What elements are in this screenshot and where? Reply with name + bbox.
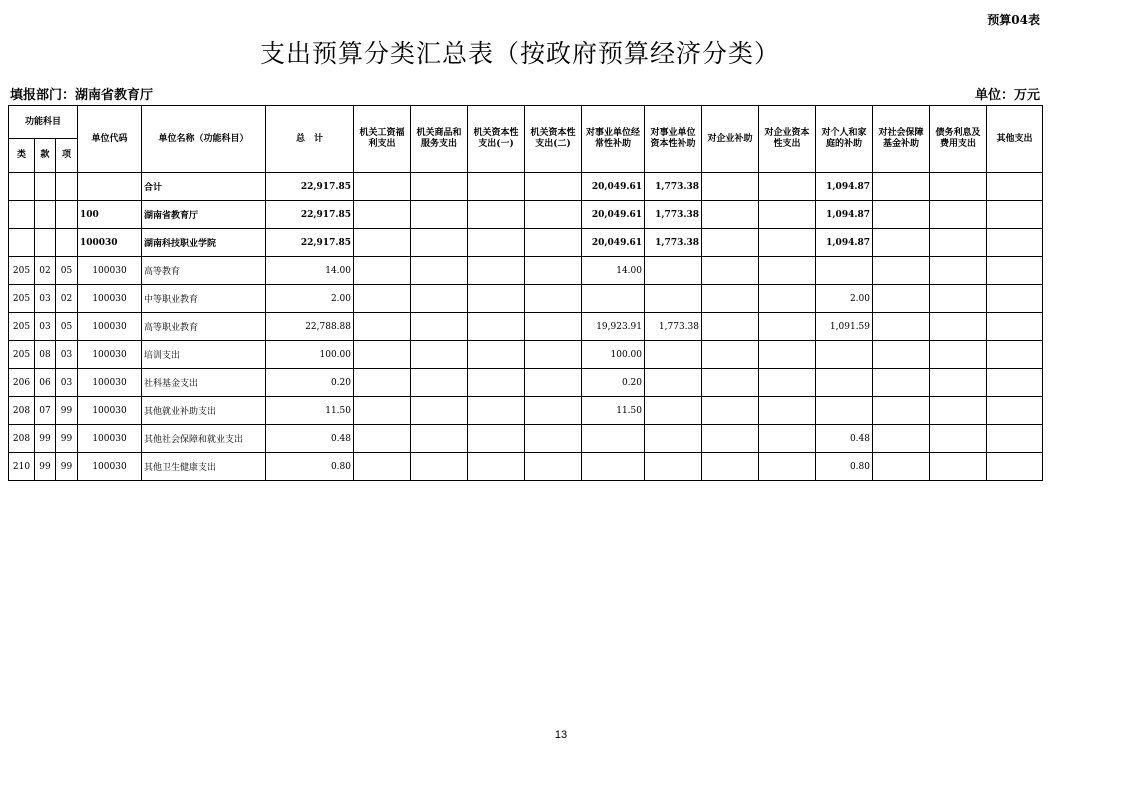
cell-c6: 1,773.38 — [645, 173, 702, 201]
cell-c11 — [930, 201, 987, 229]
cell-code: 100030 — [78, 313, 142, 341]
cell-c11 — [930, 425, 987, 453]
cell-c9: 2.00 — [816, 285, 873, 313]
cell-c2 — [411, 229, 468, 257]
header-lei: 类 — [9, 139, 35, 173]
cell-kuan: 99 — [35, 425, 56, 453]
cell-c10 — [873, 341, 930, 369]
cell-c7 — [702, 229, 759, 257]
cell-lei: 208 — [9, 397, 35, 425]
header-col7: 对企业补助 — [702, 106, 759, 173]
cell-c11 — [930, 285, 987, 313]
cell-c3 — [468, 425, 525, 453]
cell-c8 — [759, 201, 816, 229]
cell-xiang — [56, 229, 78, 257]
cell-xiang: 99 — [56, 397, 78, 425]
cell-c10 — [873, 257, 930, 285]
cell-lei — [9, 173, 35, 201]
cell-c11 — [930, 257, 987, 285]
cell-c9 — [816, 397, 873, 425]
cell-code: 100 — [78, 201, 142, 229]
cell-c1 — [354, 453, 411, 481]
cell-c2 — [411, 201, 468, 229]
form-code: 预算04表 — [987, 13, 1040, 27]
table-row — [9, 369, 1043, 397]
cell-c4 — [525, 453, 582, 481]
cell-c4 — [525, 369, 582, 397]
cell-c8 — [759, 229, 816, 257]
cell-c8 — [759, 313, 816, 341]
cell-c1 — [354, 313, 411, 341]
cell-name: 合计 — [142, 173, 266, 201]
cell-lei: 205 — [9, 341, 35, 369]
cell-kuan: 02 — [35, 257, 56, 285]
cell-c5 — [582, 425, 645, 453]
cell-c6 — [645, 369, 702, 397]
cell-c6: 1,773.38 — [645, 201, 702, 229]
cell-c3 — [468, 201, 525, 229]
cell-c7 — [702, 257, 759, 285]
cell-c12 — [987, 341, 1043, 369]
cell-c12 — [987, 425, 1043, 453]
cell-c6: 1,773.38 — [645, 313, 702, 341]
cell-c11 — [930, 369, 987, 397]
cell-c1 — [354, 257, 411, 285]
cell-c5: 100.00 — [582, 341, 645, 369]
cell-c2 — [411, 425, 468, 453]
cell-c3 — [468, 257, 525, 285]
header-col11: 债务利息及费用支出 — [930, 106, 987, 173]
table-row — [9, 313, 1043, 341]
cell-lei — [9, 201, 35, 229]
cell-c2 — [411, 453, 468, 481]
cell-c5: 11.50 — [582, 397, 645, 425]
cell-code: 100030 — [78, 397, 142, 425]
cell-c12 — [987, 313, 1043, 341]
page-title: 支出预算分类汇总表（按政府预算经济分类） — [259, 39, 780, 68]
cell-c2 — [411, 285, 468, 313]
cell-c6 — [645, 257, 702, 285]
header-col12: 其他支出 — [987, 106, 1043, 173]
header-col4: 机关资本性支出(二) — [525, 106, 582, 173]
header-total: 总 计 — [266, 106, 354, 173]
fill-department: 填报部门：湖南省教育厅 — [10, 88, 154, 103]
cell-c6 — [645, 425, 702, 453]
cell-c5: 20,049.61 — [582, 229, 645, 257]
header-col2: 机关商品和服务支出 — [411, 106, 468, 173]
cell-c6: 1,773.38 — [645, 229, 702, 257]
cell-total: 2.00 — [266, 285, 354, 313]
cell-c11 — [930, 313, 987, 341]
cell-code: 100030 — [78, 341, 142, 369]
cell-c9 — [816, 369, 873, 397]
cell-xiang: 05 — [56, 257, 78, 285]
cell-c4 — [525, 257, 582, 285]
table-row — [9, 285, 1043, 313]
header-col1: 机关工资福利支出 — [354, 106, 411, 173]
cell-c5 — [582, 285, 645, 313]
cell-c7 — [702, 425, 759, 453]
header-xiang: 项 — [56, 139, 78, 173]
cell-c5 — [582, 453, 645, 481]
header-col8: 对企业资本性支出 — [759, 106, 816, 173]
cell-c12 — [987, 285, 1043, 313]
cell-c9: 0.80 — [816, 453, 873, 481]
cell-code: 100030 — [78, 257, 142, 285]
cell-c3 — [468, 285, 525, 313]
cell-kuan — [35, 173, 56, 201]
cell-c1 — [354, 425, 411, 453]
cell-kuan: 03 — [35, 285, 56, 313]
cell-c6 — [645, 453, 702, 481]
cell-c10 — [873, 173, 930, 201]
table-row — [9, 341, 1043, 369]
cell-code: 100030 — [78, 425, 142, 453]
cell-code: 100030 — [78, 285, 142, 313]
cell-name: 其他社会保障和就业支出 — [142, 425, 266, 453]
cell-c12 — [987, 229, 1043, 257]
cell-c10 — [873, 285, 930, 313]
cell-code: 100030 — [78, 229, 142, 257]
cell-total: 22,788.88 — [266, 313, 354, 341]
cell-xiang — [56, 201, 78, 229]
cell-c1 — [354, 341, 411, 369]
cell-c7 — [702, 313, 759, 341]
cell-c12 — [987, 453, 1043, 481]
cell-c9: 1,094.87 — [816, 229, 873, 257]
cell-name: 高等职业教育 — [142, 313, 266, 341]
cell-total: 0.80 — [266, 453, 354, 481]
cell-xiang: 03 — [56, 369, 78, 397]
cell-c5: 20,049.61 — [582, 173, 645, 201]
cell-c8 — [759, 453, 816, 481]
table-row-department — [9, 201, 1043, 229]
cell-code: 100030 — [78, 369, 142, 397]
cell-c4 — [525, 201, 582, 229]
header-unit-code: 单位代码 — [78, 106, 142, 173]
cell-c5: 0.20 — [582, 369, 645, 397]
cell-c9 — [816, 257, 873, 285]
cell-kuan — [35, 201, 56, 229]
header-kuan: 款 — [35, 139, 56, 173]
header-col3: 机关资本性支出(一) — [468, 106, 525, 173]
cell-total: 14.00 — [266, 257, 354, 285]
cell-name: 其他就业补助支出 — [142, 397, 266, 425]
cell-name: 高等教育 — [142, 257, 266, 285]
cell-c8 — [759, 173, 816, 201]
cell-c3 — [468, 173, 525, 201]
table-row — [9, 425, 1043, 453]
cell-c12 — [987, 369, 1043, 397]
cell-c1 — [354, 201, 411, 229]
header-col9: 对个人和家庭的补助 — [816, 106, 873, 173]
cell-total: 22,917.85 — [266, 201, 354, 229]
cell-c10 — [873, 313, 930, 341]
cell-c11 — [930, 173, 987, 201]
cell-c7 — [702, 453, 759, 481]
cell-c8 — [759, 341, 816, 369]
cell-xiang: 02 — [56, 285, 78, 313]
cell-total: 11.50 — [266, 397, 354, 425]
cell-c1 — [354, 173, 411, 201]
cell-lei: 205 — [9, 285, 35, 313]
cell-total: 22,917.85 — [266, 229, 354, 257]
cell-c8 — [759, 285, 816, 313]
cell-lei — [9, 229, 35, 257]
cell-name: 湖南科技职业学院 — [142, 229, 266, 257]
cell-c2 — [411, 257, 468, 285]
cell-xiang — [56, 173, 78, 201]
cell-total: 0.20 — [266, 369, 354, 397]
table-row — [9, 453, 1043, 481]
cell-lei: 210 — [9, 453, 35, 481]
cell-name: 中等职业教育 — [142, 285, 266, 313]
cell-c9: 1,094.87 — [816, 201, 873, 229]
cell-c9: 1,091.59 — [816, 313, 873, 341]
cell-c6 — [645, 285, 702, 313]
cell-c5: 19,923.91 — [582, 313, 645, 341]
header-col5: 对事业单位经常性补助 — [582, 106, 645, 173]
cell-c12 — [987, 173, 1043, 201]
cell-c3 — [468, 369, 525, 397]
cell-c8 — [759, 397, 816, 425]
cell-c3 — [468, 397, 525, 425]
cell-c7 — [702, 285, 759, 313]
cell-c3 — [468, 341, 525, 369]
cell-kuan: 08 — [35, 341, 56, 369]
cell-c2 — [411, 369, 468, 397]
cell-c4 — [525, 285, 582, 313]
cell-c3 — [468, 453, 525, 481]
header-unit-name: 单位名称（功能科目） — [142, 106, 266, 173]
cell-lei: 205 — [9, 257, 35, 285]
cell-c1 — [354, 397, 411, 425]
table-header — [9, 106, 1043, 173]
cell-c9: 0.48 — [816, 425, 873, 453]
cell-kuan: 99 — [35, 453, 56, 481]
cell-name: 湖南省教育厅 — [142, 201, 266, 229]
cell-c5: 14.00 — [582, 257, 645, 285]
cell-c4 — [525, 173, 582, 201]
cell-lei: 205 — [9, 313, 35, 341]
header-func-subject: 功能科目 — [9, 106, 78, 139]
cell-c8 — [759, 425, 816, 453]
cell-name: 培训支出 — [142, 341, 266, 369]
cell-c10 — [873, 229, 930, 257]
budget-table — [8, 105, 1043, 481]
cell-c2 — [411, 313, 468, 341]
cell-name: 社科基金支出 — [142, 369, 266, 397]
cell-c2 — [411, 397, 468, 425]
cell-c4 — [525, 425, 582, 453]
header-col10: 对社会保障基金补助 — [873, 106, 930, 173]
cell-c6 — [645, 397, 702, 425]
header-col6: 对事业单位资本性补助 — [645, 106, 702, 173]
cell-c10 — [873, 397, 930, 425]
table-body — [9, 173, 1043, 481]
cell-lei: 208 — [9, 425, 35, 453]
cell-c12 — [987, 397, 1043, 425]
cell-c8 — [759, 369, 816, 397]
cell-c7 — [702, 201, 759, 229]
cell-c7 — [702, 341, 759, 369]
cell-c7 — [702, 173, 759, 201]
cell-c1 — [354, 285, 411, 313]
cell-c4 — [525, 313, 582, 341]
cell-xiang: 99 — [56, 425, 78, 453]
cell-xiang: 03 — [56, 341, 78, 369]
cell-kuan: 07 — [35, 397, 56, 425]
cell-c3 — [468, 229, 525, 257]
cell-c1 — [354, 229, 411, 257]
cell-c7 — [702, 397, 759, 425]
cell-xiang: 05 — [56, 313, 78, 341]
cell-name: 其他卫生健康支出 — [142, 453, 266, 481]
cell-c11 — [930, 341, 987, 369]
cell-code: 100030 — [78, 453, 142, 481]
cell-c11 — [930, 453, 987, 481]
table-row — [9, 257, 1043, 285]
cell-c7 — [702, 369, 759, 397]
cell-total: 22,917.85 — [266, 173, 354, 201]
cell-c4 — [525, 229, 582, 257]
cell-kuan — [35, 229, 56, 257]
cell-c1 — [354, 369, 411, 397]
cell-c10 — [873, 369, 930, 397]
cell-c5: 20,049.61 — [582, 201, 645, 229]
cell-c9: 1,094.87 — [816, 173, 873, 201]
table-row — [9, 397, 1043, 425]
cell-c3 — [468, 313, 525, 341]
cell-c10 — [873, 453, 930, 481]
cell-c11 — [930, 397, 987, 425]
cell-c2 — [411, 341, 468, 369]
cell-kuan: 06 — [35, 369, 56, 397]
cell-c11 — [930, 229, 987, 257]
cell-c2 — [411, 173, 468, 201]
page-number: 13 — [554, 729, 568, 741]
cell-c4 — [525, 341, 582, 369]
cell-xiang: 99 — [56, 453, 78, 481]
cell-total: 0.48 — [266, 425, 354, 453]
table-row-total — [9, 173, 1043, 201]
cell-kuan: 03 — [35, 313, 56, 341]
cell-c12 — [987, 201, 1043, 229]
cell-c8 — [759, 257, 816, 285]
cell-total: 100.00 — [266, 341, 354, 369]
cell-c10 — [873, 425, 930, 453]
unit-label: 单位：万元 — [974, 88, 1040, 103]
cell-c10 — [873, 201, 930, 229]
cell-code — [78, 173, 142, 201]
cell-c12 — [987, 257, 1043, 285]
cell-c4 — [525, 397, 582, 425]
cell-c6 — [645, 341, 702, 369]
cell-lei: 206 — [9, 369, 35, 397]
table-row-unit — [9, 229, 1043, 257]
cell-c9 — [816, 341, 873, 369]
